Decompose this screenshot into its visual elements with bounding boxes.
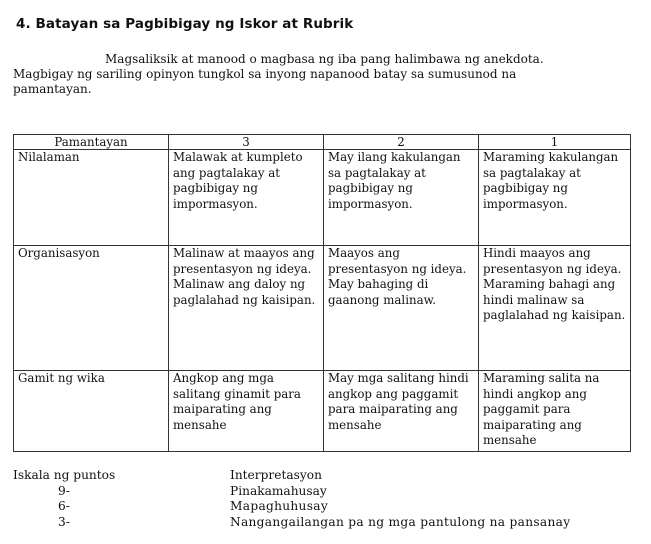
section-heading: 4. Batayan sa Pagbibigay ng Iskor at Rubrik bbox=[16, 16, 354, 32]
scale-points: 9- bbox=[58, 483, 70, 498]
instructions-line-2: Magbigay ng sariling opinyon tungkol sa inyong napanood batay sa sumusunod na bbox=[13, 67, 517, 81]
scale-row bbox=[13, 484, 643, 500]
instructions-paragraph bbox=[13, 52, 638, 97]
scale-points-header: Iskala ng puntos bbox=[13, 468, 116, 482]
score-1-cell: Maraming salita na hindi angkop ang paggamit para maiparating ang mensahe bbox=[479, 371, 631, 452]
rubric-table bbox=[13, 134, 631, 452]
criterion-cell: Organisasyon bbox=[14, 246, 169, 371]
scale-row bbox=[13, 515, 643, 531]
scale-interpretation: Pinakamahusay bbox=[230, 483, 327, 498]
score-3-cell: Malawak at kumpleto ang pagtalakay at pagbibigay ng impormasyon. bbox=[169, 150, 324, 246]
header-score-1: 1 bbox=[479, 135, 631, 150]
score-3-cell: Malinaw at maayos ang presentasyon ng ideya. Malinaw ang daloy ng paglalahad ng kaisipan. bbox=[169, 246, 324, 371]
score-1-cell: Maraming kakulangan sa pagtalakay at pagbibigay ng impormasyon. bbox=[479, 150, 631, 246]
scale-points: 3- bbox=[58, 514, 70, 529]
rubric-header-row bbox=[14, 135, 631, 150]
scale-row bbox=[13, 499, 643, 515]
instructions-line-1: Magsaliksik at manood o magbasa ng iba pang halimbawa ng anekdota. bbox=[105, 52, 544, 66]
rubric-row-gamit-ng-wika bbox=[14, 371, 631, 452]
scale-interpretation: Mapaghuhusay bbox=[230, 499, 329, 513]
criterion-cell: Nilalaman bbox=[14, 150, 169, 246]
header-score-3: 3 bbox=[169, 135, 324, 150]
scale-header-row bbox=[13, 468, 643, 484]
scoring-scale bbox=[13, 468, 643, 530]
scale-interpretation: Nangangailangan pa ng mga pantulong na pansanay bbox=[230, 514, 571, 529]
criterion-cell: Gamit ng wika bbox=[14, 371, 169, 452]
rubric-row-organisasyon bbox=[14, 246, 631, 371]
rubric-row-nilalaman bbox=[14, 150, 631, 246]
header-score-2: 2 bbox=[324, 135, 479, 150]
scale-interpretation-header: Interpretasyon bbox=[230, 468, 322, 482]
score-2-cell: Maayos ang presentasyon ng ideya. May bahaging di gaanong malinaw. bbox=[324, 246, 479, 371]
instructions-line-3: pamantayan. bbox=[13, 82, 92, 96]
header-pamantayan: Pamantayan bbox=[14, 135, 169, 150]
score-2-cell: May ilang kakulangan sa pagtalakay at pagbibigay ng impormasyon. bbox=[324, 150, 479, 246]
scale-points: 6- bbox=[58, 499, 70, 513]
score-1-cell: Hindi maayos ang presentasyon ng ideya. Maraming bahagi ang hindi malinaw sa paglalahad ng kaisipan. bbox=[479, 246, 631, 371]
score-3-cell: Angkop ang mga salitang ginamit para maiparating ang mensahe bbox=[169, 371, 324, 452]
score-2-cell: May mga salitang hindi angkop ang paggamit para maiparating ang mensahe bbox=[324, 371, 479, 452]
